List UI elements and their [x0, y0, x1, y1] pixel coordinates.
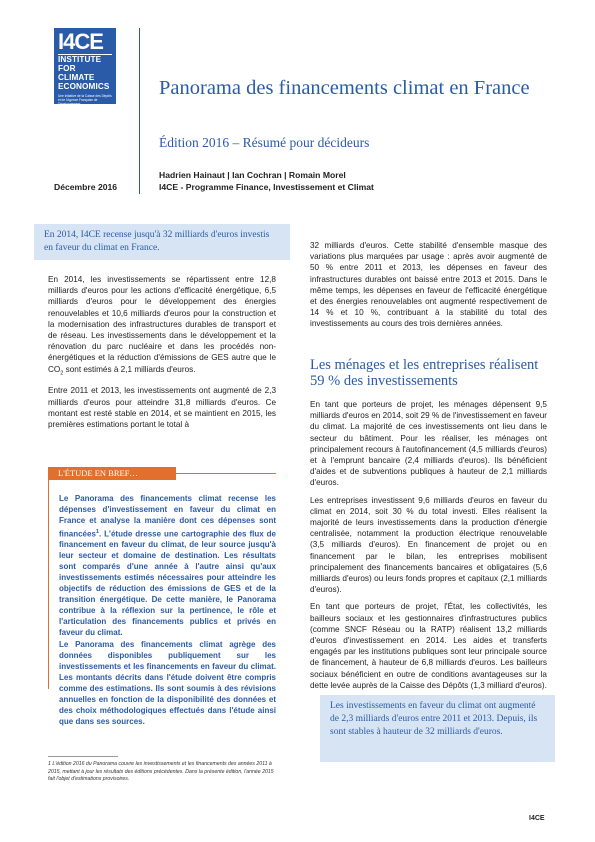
logo-line-2: CLIMATE — [58, 73, 95, 82]
logo-line-3: ECONOMICS — [58, 82, 110, 91]
paragraph — [59, 494, 276, 638]
paragraph-text: sont estimés à 2,1 milliards d'euros. — [63, 364, 196, 374]
i4ce-logo — [54, 28, 116, 104]
footnote: 1 L'édition 2016 du Panorama couvre les investissements et les financements des années 2011 à 2015, mettant à jour les résultats des éditions précédentes. Dans la présente édition, l'année 2015 fait l'objet d'estimations provisoires. — [48, 761, 274, 783]
column-left-text — [48, 274, 276, 436]
study-summary-content — [48, 480, 276, 726]
program-name: I4CE - Programme Finance, Investissement et Climat — [159, 182, 374, 192]
paragraph: Entre 2011 et 2013, les investissements ont augmenté de 2,3 milliards d'euros pour atteindre 31,8 milliards d'euros. Ce montant est resté stable en 2014, et se maintient en 2015, les premières estimations portant le total à — [48, 386, 276, 430]
column-right-text — [310, 399, 547, 697]
publication-date: Décembre 2016 — [54, 182, 118, 192]
footnote-divider — [48, 756, 118, 757]
logo-wordmark: I4CE — [58, 31, 112, 55]
study-summary-rule — [176, 473, 276, 474]
key-finding-box-1: En 2014, I4CE recense jusqu'à 32 milliards d'euros investis en faveur du climat en France. — [34, 224, 290, 260]
paragraph: 32 milliards d'euros. Cette stabilité d'ensemble masque des variations plus marquées par usage : après avoir augmenté de 50 % entre 2011 et 2013, les dépenses en faveur des infrastructures durables ont baissé entre 2013 et 2015. Dans le même temps, les dépenses en faveur de l'efficacité énergétique et des énergies renouvelables ont augmenté respectivement de 14 % et 10 %, contribuant à la stabilité du total des investissements au cours des trois dernières années. — [310, 241, 547, 329]
section-heading: Les ménages et les entreprises réalisent 59 % des investissements — [310, 357, 539, 389]
key-finding-box-2: Les investissements en faveur du climat ont augmenté de 2,3 milliards d'euros entre 2011 et 2013. Depuis, ils sont stables à hauteur de 32 milliards d'euros. — [320, 695, 555, 762]
page-title: Panorama des financements climat en France — [159, 77, 530, 99]
paragraph: En tant que porteurs de projet, les ménages dépensent 9,5 milliards d'euros en 2014, soit 29 % de l'investissement en faveur du climat. La majorité de ces investissements ont lieu dans le secteur du bâtiment. Pour les réaliser, les ménages ont principalement recours à l'autofinancement (4,5 milliards d'euros) et à l'emprunt bancaire (2,4 milliards d'euros). Ils bénéficient d'aides et de subventions publiques à hauteur de 2,1 milliards d'euros. — [310, 400, 547, 488]
paragraph-text: En 2014, les investissements se répartissent entre 12,8 milliards d'euros pour les actions d'efficacité énergétique, 6,5 milliards d'euros pour le développement des énergies renouvelables et 10,6 milliards d'euros pour la construction et la modernisation des infrastructures durables de transport et de réseau. Les investissements dans le développement et la rénovation du parc nucléaire et dans les procédés non-énergétiques et la réduction d'émissions de GES autre que le CO — [48, 275, 276, 374]
study-summary-box — [48, 467, 276, 726]
paragraph-text: Le Panorama des financements climat recense les dépenses d'investissement en faveur du climat en France et analyse la manière dont ces dépenses sont financées — [59, 494, 276, 539]
paragraph-text: . L'étude dresse une cartographie des flux de financement en faveur du climat, de leur source jusqu'à leur secteur et domaine de destination. Les résultats sont comparés d'une année à l'autre ainsi qu'aux investissements estimés nécessaires pour atteindre les objectifs de réduction des émissions de GES et de la transition énergétique. De cette manière, le Panorama contribue à la réflexion sur la pertinence, le rôle et l'articulation des financements publics et privés en faveur du climat. — [59, 529, 276, 637]
paragraph: Les entreprises investissent 9,6 milliards d'euros en faveur du climat en 2014, soit 30 % du total investi. Elles réalisent la majorité de leurs investissements dans la production d'énergie centralisée, notamment la production électrique renouvelable (3,5 milliards d'euros). En financement de projet ou en financement par le bilan, les entreprises mobilisent principalement des financements bancaires et obligataires (5,6 milliards d'euros) ou leurs fonds propres et capitaux (2,1 milliards d'euros). — [310, 495, 547, 595]
footnote-ref[interactable]: 1 — [95, 528, 99, 535]
paragraph: Le Panorama des financements climat agrège des données disponibles publiquement sur les investissements et les financements en faveur du climat. Les montants décrits dans l'étude doivent être compris comme des estimations. Ils sont soumis à des révisions annuelles en fonction de la disponibilité des données et des choix méthodologiques effectués dans l'étude ainsi que dans ses sources. — [59, 640, 276, 726]
column-right-text-top — [310, 240, 547, 336]
footer-logo: I4CE — [529, 815, 545, 822]
logo-line-1: INSTITUTE FOR — [58, 55, 102, 73]
paragraph — [48, 274, 276, 379]
logo-tagline: Une initiative de la Caisse des Dépôts et de l'Agence Française de Développement — [58, 94, 112, 106]
authors: Hadrien Hainaut | Ian Cochran | Romain Morel — [159, 170, 346, 180]
study-summary-tab: L'ÉTUDE EN BREF… — [48, 467, 176, 480]
paragraph: En tant que porteurs de projet, l'État, les collectivités, les bailleurs sociaux et les gestionnaires d'infrastructures publics (comme SNCF Réseau ou la RATP) réalisent 13,2 milliards d'euros d'investissement en 2014. Les aides et transferts engagés par les institutions publiques sont leur principale source de financement, à hauteur de 6,8 milliards d'euros. Les bailleurs sociaux bénéficient en outre de conditions avantageuses sur la dette levée auprès de la Caisse des Dépôts (1,3 milliard d'euros). — [310, 602, 547, 690]
subscript: 2 — [60, 370, 64, 377]
edition-subtitle: Édition 2016 – Résumé pour décideurs — [159, 135, 370, 150]
header-divider — [139, 28, 140, 194]
